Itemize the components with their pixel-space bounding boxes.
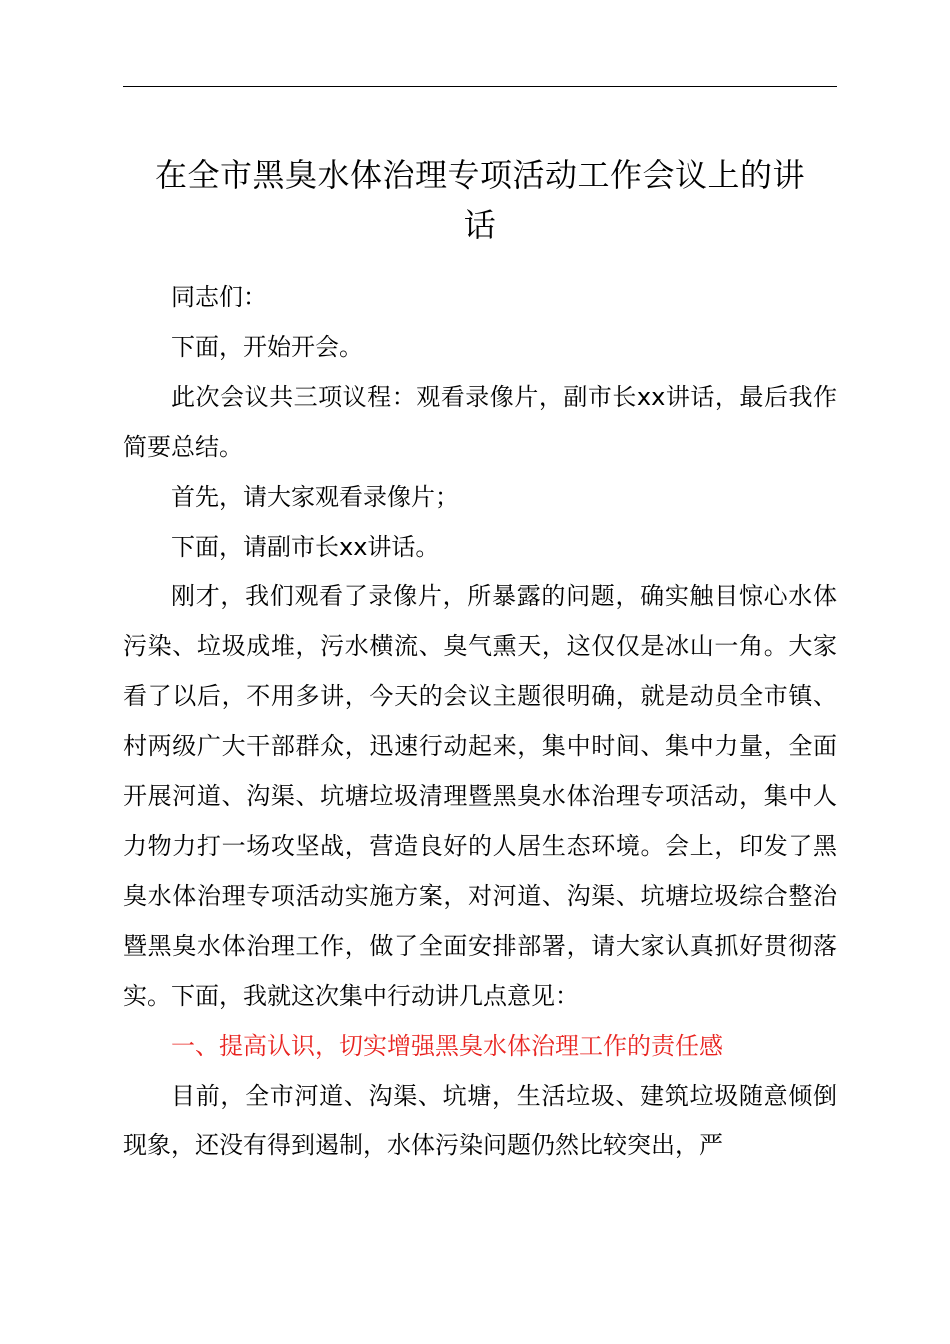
- title-line-2: 话: [463, 206, 497, 244]
- paragraph: 首先，请大家观看录像片；: [171, 482, 459, 511]
- paragraph: 目前，全市河道、沟渠、坑塘，生活垃圾、建筑垃圾随意倾倒现象，还没有得到遏制，水体污染问题仍然比较突出，严: [123, 1081, 837, 1160]
- paragraph: 刚才，我们观看了录像片，所暴露的问题，确实触目惊心水体污染、垃圾成堆，污水横流、臭气熏天，这仅仅是冰山一角。大家看了以后，不用多讲，今天的会议主题很明确，就是动员全市镇、村两级广大干部群众，迅速行动起来，集中时间、集中力量，全面开展河道、沟渠、坑塘垃圾清理暨黑臭水体治理专项活动，集中人力物力打一场攻坚战，营造良好的人居生态环境。会上，印发了黑臭水体治理专项活动实施方案，对河道、沟渠、坑塘垃圾综合整治暨黑臭水体治理工作，做了全面安排部署，请大家认真抓好贯彻落实。下面，我就这次集中行动讲几点意见：: [123, 582, 837, 1010]
- title-line-1: 在全市黑臭水体治理专项活动工作会议上的讲: [154, 156, 805, 194]
- section-heading: 一、提高认识，切实增强黑臭水体治理工作的责任感: [171, 1031, 723, 1060]
- document-body: [123, 273, 837, 1171]
- paragraph: 此次会议共三项议程：观看录像片，副市长xx讲话，最后我作简要总结。: [123, 382, 837, 461]
- paragraph: 下面，开始开会。: [171, 332, 363, 361]
- document-title: [115, 150, 845, 250]
- header-rule: [123, 86, 837, 87]
- paragraph: 下面，请副市长xx讲话。: [171, 532, 440, 561]
- salutation: 同志们：: [171, 283, 267, 311]
